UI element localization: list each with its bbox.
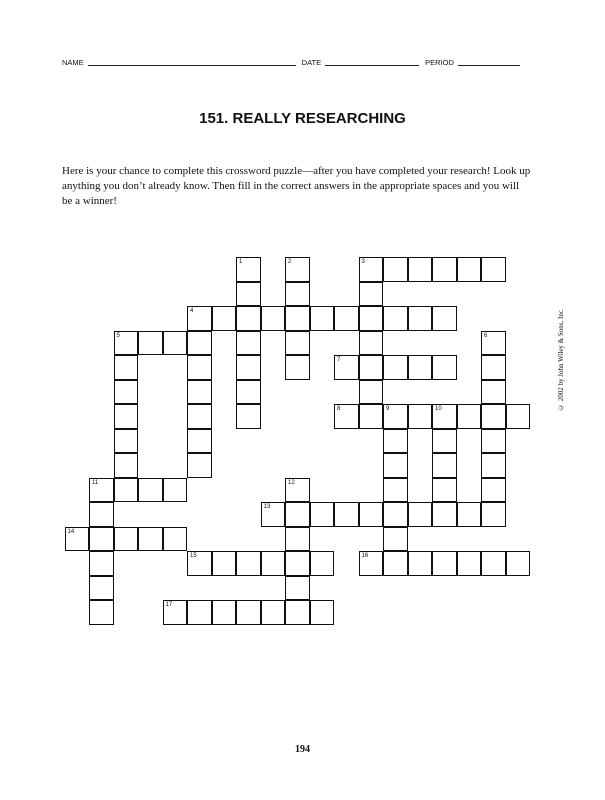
- period-label: PERIOD: [425, 58, 454, 67]
- clue-number: 11: [92, 479, 99, 486]
- clue-number: 1: [239, 259, 243, 265]
- crossword-cell[interactable]: [359, 355, 384, 380]
- clue-number: 4: [190, 308, 194, 314]
- crossword-cell[interactable]: [383, 453, 408, 478]
- crossword-cell[interactable]: [359, 404, 384, 429]
- clue-number: 8: [337, 406, 341, 412]
- crossword-cell[interactable]: [89, 502, 114, 527]
- crossword-cell[interactable]: [481, 502, 506, 527]
- crossword-cell[interactable]: [383, 527, 408, 552]
- crossword-cell[interactable]: [408, 404, 433, 429]
- clue-number: 17: [165, 602, 173, 608]
- clue-number: 9: [386, 406, 390, 412]
- crossword-cell[interactable]: [114, 331, 139, 356]
- clue-number: 16: [361, 553, 369, 559]
- crossword-cell[interactable]: [138, 478, 163, 503]
- crossword-cell[interactable]: [457, 502, 482, 527]
- crossword-cell[interactable]: [114, 429, 139, 454]
- crossword-cell[interactable]: [285, 551, 310, 576]
- crossword-cell[interactable]: [457, 257, 482, 282]
- crossword-cell[interactable]: [334, 404, 359, 429]
- crossword-cell[interactable]: [114, 380, 139, 405]
- crossword-cell[interactable]: [261, 600, 286, 625]
- crossword-cell[interactable]: [187, 306, 212, 331]
- crossword-cell[interactable]: [285, 355, 310, 380]
- crossword-cell[interactable]: [285, 306, 310, 331]
- crossword-cell[interactable]: [383, 257, 408, 282]
- crossword-cell[interactable]: [261, 551, 286, 576]
- crossword-cell[interactable]: [481, 331, 506, 356]
- crossword-cell[interactable]: [432, 355, 457, 380]
- page-title: 151. REALLY RESEARCHING: [199, 110, 406, 127]
- clue-number: 2: [288, 259, 292, 265]
- crossword-cell[interactable]: [285, 576, 310, 601]
- clue-number: 7: [337, 357, 341, 363]
- crossword-cell[interactable]: [261, 306, 286, 331]
- crossword-cell[interactable]: [359, 551, 384, 576]
- crossword-cell[interactable]: [89, 576, 114, 601]
- crossword-cell[interactable]: [187, 331, 212, 356]
- instructions-text: Here is your chance to complete this crossword puzzle—after you have completed your research! Look up anything you don’t already know. Then fill in the correct answers in the appropriate spaces and you will be a winner!: [62, 165, 531, 207]
- crossword-cell[interactable]: [285, 478, 310, 503]
- crossword-cell[interactable]: [187, 355, 212, 380]
- crossword-cell[interactable]: [432, 551, 457, 576]
- crossword-cell[interactable]: [481, 257, 506, 282]
- crossword-cell[interactable]: [506, 404, 531, 429]
- crossword-cell[interactable]: [187, 453, 212, 478]
- clue-number: 10: [435, 406, 442, 412]
- crossword-cell[interactable]: [432, 502, 457, 527]
- crossword-cell[interactable]: [334, 306, 359, 331]
- crossword-cell[interactable]: [138, 527, 163, 552]
- crossword-cell[interactable]: [383, 355, 408, 380]
- crossword-cell[interactable]: [506, 551, 531, 576]
- crossword-cell[interactable]: [310, 306, 335, 331]
- crossword-cell[interactable]: [383, 551, 408, 576]
- crossword-cell[interactable]: [285, 257, 310, 282]
- crossword-cell[interactable]: [408, 257, 433, 282]
- crossword-cell[interactable]: [114, 478, 139, 503]
- crossword-cell[interactable]: [359, 502, 384, 527]
- crossword-cell[interactable]: [114, 404, 139, 429]
- crossword-cell[interactable]: [383, 404, 408, 429]
- page-number: 194: [295, 744, 310, 755]
- crossword-cell[interactable]: [457, 551, 482, 576]
- crossword-cell[interactable]: [187, 404, 212, 429]
- crossword-cell[interactable]: [481, 404, 506, 429]
- crossword-cell[interactable]: [481, 355, 506, 380]
- name-label: NAME: [62, 58, 84, 67]
- crossword-cell[interactable]: [359, 331, 384, 356]
- crossword-cell[interactable]: [114, 527, 139, 552]
- crossword-cell[interactable]: [310, 551, 335, 576]
- crossword-cell[interactable]: [187, 380, 212, 405]
- crossword-cell[interactable]: [65, 527, 90, 552]
- crossword-cell[interactable]: [285, 282, 310, 307]
- crossword-cell[interactable]: [138, 331, 163, 356]
- crossword-cell[interactable]: [457, 404, 482, 429]
- clue-number: 5: [116, 332, 120, 339]
- crossword-cell[interactable]: [432, 257, 457, 282]
- crossword-cell[interactable]: [359, 380, 384, 405]
- crossword-cell[interactable]: [310, 600, 335, 625]
- crossword-cell[interactable]: [408, 306, 433, 331]
- clue-number: 3: [361, 259, 365, 265]
- crossword-cell[interactable]: [114, 453, 139, 478]
- crossword-cell[interactable]: [212, 551, 237, 576]
- crossword-cell[interactable]: [236, 355, 261, 380]
- crossword-cell[interactable]: [408, 355, 433, 380]
- crossword-cell[interactable]: [89, 600, 114, 625]
- crossword-cell[interactable]: [187, 600, 212, 625]
- crossword-cell[interactable]: [89, 551, 114, 576]
- crossword-cell[interactable]: [481, 453, 506, 478]
- crossword-cell[interactable]: [236, 331, 261, 356]
- crossword-cell[interactable]: [408, 502, 433, 527]
- crossword-cell[interactable]: [383, 502, 408, 527]
- crossword-cell[interactable]: [163, 331, 188, 356]
- crossword-cell[interactable]: [285, 600, 310, 625]
- crossword-cell[interactable]: [481, 551, 506, 576]
- crossword-cell[interactable]: [383, 429, 408, 454]
- crossword-cell[interactable]: [432, 404, 457, 429]
- clue-number: 13: [263, 504, 271, 510]
- clue-number: 14: [67, 528, 75, 535]
- copyright-notice: © 2002 by John Wiley & Sons, Inc.: [557, 308, 565, 412]
- crossword-cell[interactable]: [408, 551, 433, 576]
- crossword-cell[interactable]: [481, 429, 506, 454]
- crossword-cell[interactable]: [236, 282, 261, 307]
- date-label: DATE: [301, 58, 322, 67]
- crossword-cell[interactable]: [187, 429, 212, 454]
- crossword-cell[interactable]: [163, 527, 188, 552]
- crossword-cell[interactable]: [359, 306, 384, 331]
- crossword-cell[interactable]: [334, 355, 359, 380]
- crossword-cell[interactable]: [163, 600, 188, 625]
- crossword-cell[interactable]: [261, 502, 286, 527]
- crossword-cell[interactable]: [432, 306, 457, 331]
- crossword-cell[interactable]: [481, 380, 506, 405]
- crossword-cell[interactable]: [236, 306, 261, 331]
- crossword-cell[interactable]: [212, 306, 237, 331]
- crossword-cell[interactable]: [89, 527, 114, 552]
- crossword-cell[interactable]: [432, 478, 457, 503]
- crossword-cell[interactable]: [187, 551, 212, 576]
- crossword-cell[interactable]: [89, 478, 114, 503]
- crossword-cell[interactable]: [236, 380, 261, 405]
- crossword-cell[interactable]: [236, 404, 261, 429]
- crossword-cell[interactable]: [285, 527, 310, 552]
- crossword-cell[interactable]: [359, 257, 384, 282]
- clue-number: 15: [190, 553, 197, 559]
- crossword-cell[interactable]: [163, 478, 188, 503]
- crossword-cell[interactable]: [236, 257, 261, 282]
- crossword-cell[interactable]: [114, 355, 139, 380]
- crossword-cell[interactable]: [285, 331, 310, 356]
- crossword-cell[interactable]: [310, 502, 335, 527]
- crossword-cell[interactable]: [432, 453, 457, 478]
- crossword-cell[interactable]: [383, 478, 408, 503]
- crossword-cell[interactable]: [212, 600, 237, 625]
- clue-number: 12: [288, 479, 295, 486]
- crossword-cell[interactable]: [383, 306, 408, 331]
- crossword-cell[interactable]: [236, 551, 261, 576]
- crossword-cell[interactable]: [285, 502, 310, 527]
- clue-number: 6: [484, 332, 488, 339]
- crossword-cell[interactable]: [359, 282, 384, 307]
- crossword-cell[interactable]: [481, 478, 506, 503]
- crossword-cell[interactable]: [334, 502, 359, 527]
- crossword-cell[interactable]: [432, 429, 457, 454]
- crossword-cell[interactable]: [236, 600, 261, 625]
